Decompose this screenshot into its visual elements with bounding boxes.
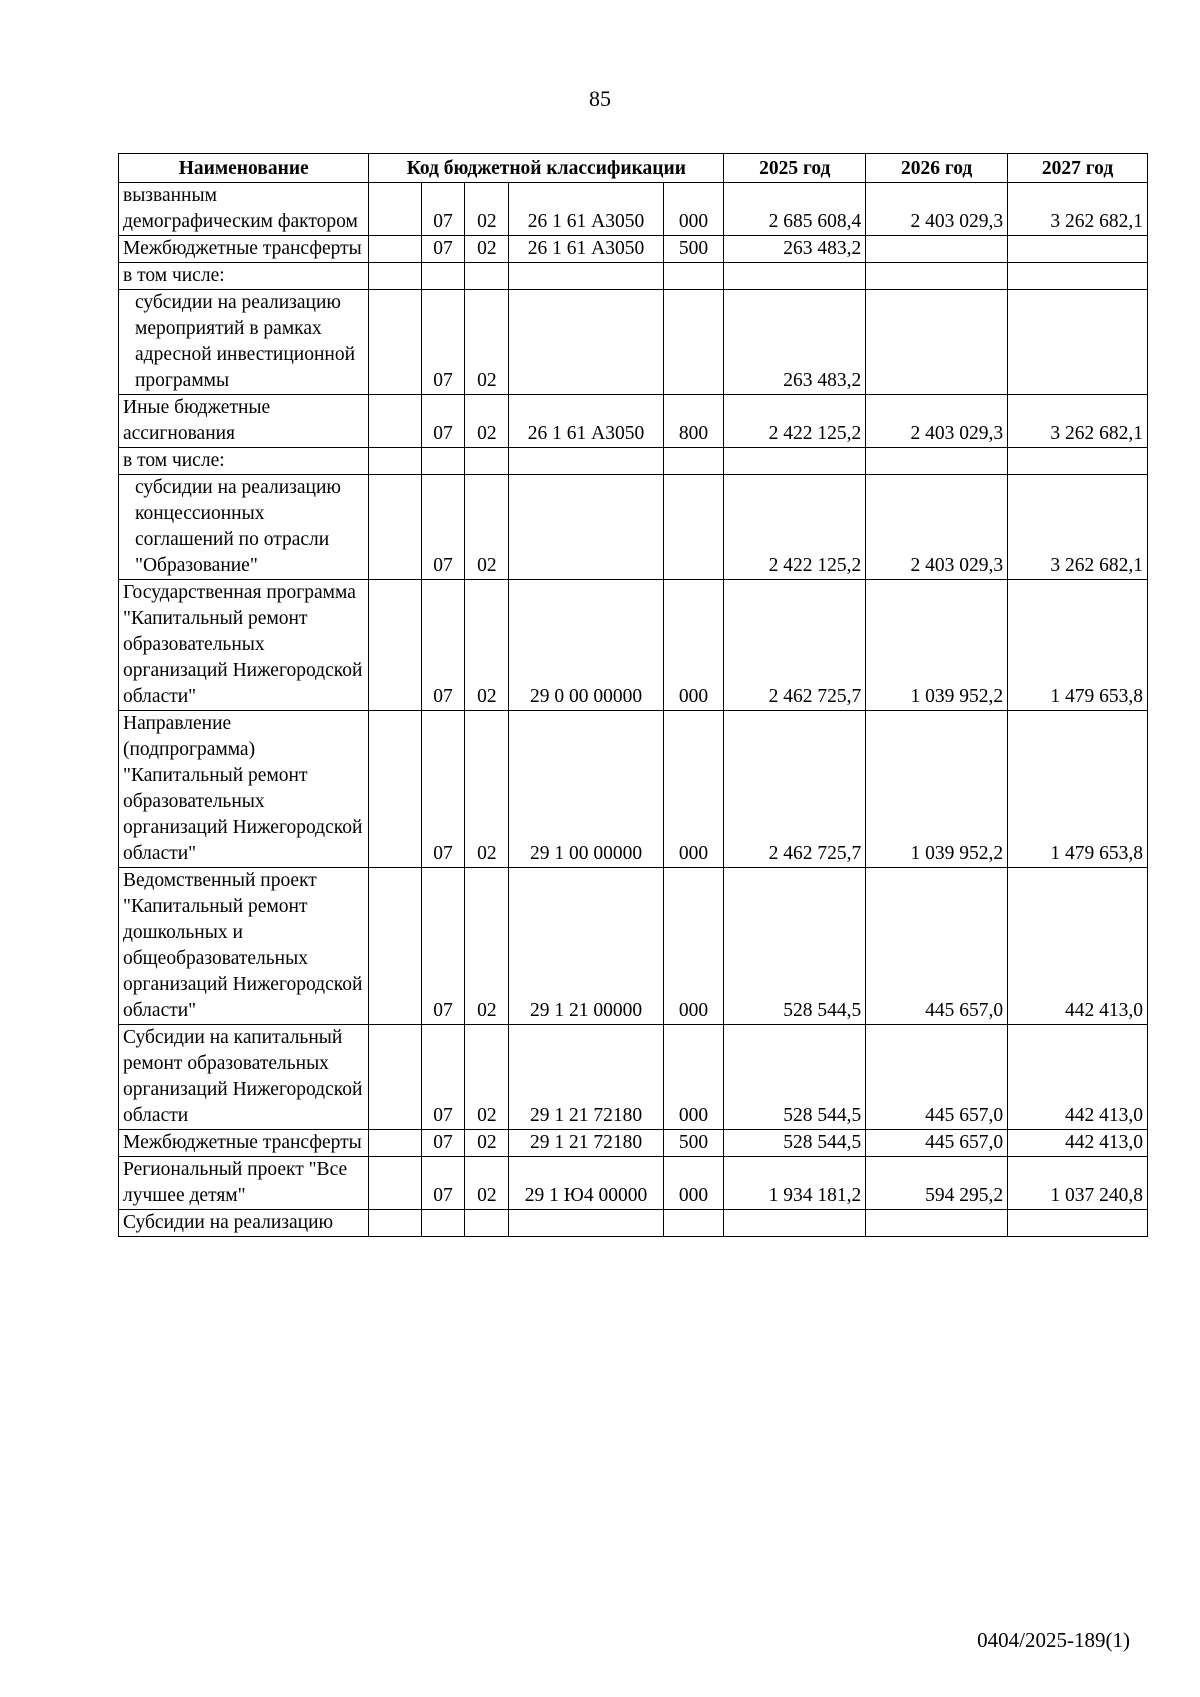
cell-target-article: 29 1 Ю4 00000 — [509, 1157, 663, 1210]
cell-2026: 445 657,0 — [866, 1130, 1008, 1157]
cell-name: в том числе: — [119, 263, 369, 290]
cell-2026 — [866, 448, 1008, 475]
header-code: Код бюджетной классификации — [369, 154, 724, 183]
cell-name: в том числе: — [119, 448, 369, 475]
cell-2025: 2 422 125,2 — [724, 475, 866, 580]
table-row — [119, 475, 1148, 580]
cell-2027: 442 413,0 — [1008, 1025, 1148, 1130]
table-row — [119, 290, 1148, 395]
cell-code-blank — [369, 236, 421, 263]
cell-target-article — [509, 475, 663, 580]
cell-2025: 2 462 725,7 — [724, 580, 866, 711]
cell-2027 — [1008, 263, 1148, 290]
cell-2026: 1 039 952,2 — [866, 580, 1008, 711]
cell-subsection: 02 — [465, 1157, 509, 1210]
cell-2025: 2 685 608,4 — [724, 183, 866, 236]
table-row — [119, 1210, 1148, 1237]
cell-2027 — [1008, 236, 1148, 263]
cell-2026: 445 657,0 — [866, 1025, 1008, 1130]
cell-2025 — [724, 448, 866, 475]
budget-table — [118, 153, 1148, 1237]
cell-expense-kind: 000 — [663, 580, 724, 711]
cell-2027 — [1008, 1210, 1148, 1237]
cell-expense-kind: 000 — [663, 868, 724, 1025]
cell-2027: 442 413,0 — [1008, 868, 1148, 1025]
cell-2025: 263 483,2 — [724, 290, 866, 395]
cell-2026: 1 039 952,2 — [866, 711, 1008, 868]
table-row — [119, 868, 1148, 1025]
cell-target-article — [509, 290, 663, 395]
cell-2026: 2 403 029,3 — [866, 183, 1008, 236]
table-row — [119, 1025, 1148, 1130]
cell-code-blank — [369, 580, 421, 711]
cell-code-blank — [369, 475, 421, 580]
cell-target-article: 29 1 00 00000 — [509, 711, 663, 868]
cell-2025: 528 544,5 — [724, 1130, 866, 1157]
cell-2026 — [866, 290, 1008, 395]
cell-target-article: 29 1 21 72180 — [509, 1130, 663, 1157]
cell-expense-kind — [663, 448, 724, 475]
cell-subsection: 02 — [465, 711, 509, 868]
cell-2026 — [866, 236, 1008, 263]
cell-subsection — [465, 448, 509, 475]
cell-2025: 263 483,2 — [724, 236, 866, 263]
cell-code-blank — [369, 448, 421, 475]
document-code: 0404/2025-189(1) — [977, 1628, 1130, 1652]
cell-name: субсидии на реализацию концессионных соглашений по отрасли "Образование" — [119, 475, 369, 580]
header-name: Наименование — [119, 154, 369, 183]
cell-name: Государственная программа "Капитальный ремонт образовательных организаций Нижегородской области" — [119, 580, 369, 711]
cell-code-blank — [369, 1157, 421, 1210]
cell-2027: 442 413,0 — [1008, 1130, 1148, 1157]
cell-2027: 1 037 240,8 — [1008, 1157, 1148, 1210]
cell-2025 — [724, 263, 866, 290]
cell-section — [421, 1210, 465, 1237]
cell-name: Межбюджетные трансферты — [119, 1130, 369, 1157]
page-number: 85 — [589, 86, 611, 111]
header-2026: 2026 год — [866, 154, 1008, 183]
cell-expense-kind — [663, 1210, 724, 1237]
table-row — [119, 263, 1148, 290]
cell-section: 07 — [421, 580, 465, 711]
cell-code-blank — [369, 290, 421, 395]
table-row — [119, 448, 1148, 475]
header-2025: 2025 год — [724, 154, 866, 183]
cell-subsection: 02 — [465, 1025, 509, 1130]
cell-section — [421, 263, 465, 290]
table-header-row — [119, 154, 1148, 183]
table-row — [119, 1130, 1148, 1157]
cell-code-blank — [369, 263, 421, 290]
cell-subsection: 02 — [465, 290, 509, 395]
cell-code-blank — [369, 395, 421, 448]
cell-subsection: 02 — [465, 183, 509, 236]
cell-code-blank — [369, 711, 421, 868]
cell-target-article — [509, 1210, 663, 1237]
cell-target-article: 26 1 61 А3050 — [509, 395, 663, 448]
cell-expense-kind: 800 — [663, 395, 724, 448]
cell-2025: 2 422 125,2 — [724, 395, 866, 448]
cell-target-article — [509, 263, 663, 290]
cell-expense-kind: 500 — [663, 1130, 724, 1157]
cell-name: Межбюджетные трансферты — [119, 236, 369, 263]
cell-section: 07 — [421, 1025, 465, 1130]
cell-expense-kind: 000 — [663, 183, 724, 236]
table-body — [119, 183, 1148, 1237]
cell-name: Субсидии на капитальный ремонт образовательных организаций Нижегородской области — [119, 1025, 369, 1130]
cell-2025: 2 462 725,7 — [724, 711, 866, 868]
cell-expense-kind — [663, 290, 724, 395]
cell-2026: 2 403 029,3 — [866, 395, 1008, 448]
cell-section — [421, 448, 465, 475]
cell-code-blank — [369, 183, 421, 236]
cell-code-blank — [369, 868, 421, 1025]
table-row — [119, 580, 1148, 711]
cell-name: субсидии на реализацию мероприятий в рамках адресной инвестиционной программы — [119, 290, 369, 395]
cell-section: 07 — [421, 1130, 465, 1157]
cell-subsection: 02 — [465, 1130, 509, 1157]
table-row — [119, 711, 1148, 868]
table-row — [119, 395, 1148, 448]
cell-2027: 1 479 653,8 — [1008, 711, 1148, 868]
cell-2026: 594 295,2 — [866, 1157, 1008, 1210]
cell-subsection: 02 — [465, 580, 509, 711]
cell-section: 07 — [421, 395, 465, 448]
cell-expense-kind: 000 — [663, 711, 724, 868]
cell-expense-kind: 500 — [663, 236, 724, 263]
cell-2027: 3 262 682,1 — [1008, 475, 1148, 580]
cell-2025: 528 544,5 — [724, 868, 866, 1025]
cell-2027 — [1008, 448, 1148, 475]
cell-2027: 3 262 682,1 — [1008, 395, 1148, 448]
cell-subsection: 02 — [465, 236, 509, 263]
cell-name: вызванным демографическим фактором — [119, 183, 369, 236]
table-row — [119, 183, 1148, 236]
cell-subsection: 02 — [465, 475, 509, 580]
cell-target-article: 29 1 21 72180 — [509, 1025, 663, 1130]
cell-name: Ведомственный проект "Капитальный ремонт дошкольных и общеобразовательных организаций Нижегородской области" — [119, 868, 369, 1025]
table-row — [119, 236, 1148, 263]
cell-section: 07 — [421, 868, 465, 1025]
cell-name: Направление (подпрограмма) "Капитальный ремонт образовательных организаций Нижегородской области" — [119, 711, 369, 868]
cell-2025: 1 934 181,2 — [724, 1157, 866, 1210]
cell-2027: 3 262 682,1 — [1008, 183, 1148, 236]
cell-2027 — [1008, 290, 1148, 395]
cell-2026: 2 403 029,3 — [866, 475, 1008, 580]
cell-target-article: 29 1 21 00000 — [509, 868, 663, 1025]
cell-name: Иные бюджетные ассигнования — [119, 395, 369, 448]
cell-subsection: 02 — [465, 868, 509, 1025]
cell-section: 07 — [421, 1157, 465, 1210]
cell-section: 07 — [421, 236, 465, 263]
cell-2026 — [866, 263, 1008, 290]
cell-2026: 445 657,0 — [866, 868, 1008, 1025]
cell-expense-kind: 000 — [663, 1157, 724, 1210]
cell-2025 — [724, 1210, 866, 1237]
cell-2027: 1 479 653,8 — [1008, 580, 1148, 711]
cell-section: 07 — [421, 475, 465, 580]
cell-name: Субсидии на реализацию — [119, 1210, 369, 1237]
cell-expense-kind: 000 — [663, 1025, 724, 1130]
cell-target-article: 26 1 61 А3050 — [509, 183, 663, 236]
header-2027: 2027 год — [1008, 154, 1148, 183]
cell-2025: 528 544,5 — [724, 1025, 866, 1130]
cell-code-blank — [369, 1025, 421, 1130]
cell-subsection: 02 — [465, 395, 509, 448]
cell-section: 07 — [421, 290, 465, 395]
cell-target-article: 29 0 00 00000 — [509, 580, 663, 711]
cell-target-article — [509, 448, 663, 475]
cell-subsection — [465, 1210, 509, 1237]
cell-section: 07 — [421, 183, 465, 236]
cell-expense-kind — [663, 475, 724, 580]
cell-section: 07 — [421, 711, 465, 868]
cell-subsection — [465, 263, 509, 290]
cell-target-article: 26 1 61 А3050 — [509, 236, 663, 263]
cell-name: Региональный проект "Все лучшее детям" — [119, 1157, 369, 1210]
cell-code-blank — [369, 1210, 421, 1237]
cell-code-blank — [369, 1130, 421, 1157]
table-row — [119, 1157, 1148, 1210]
cell-expense-kind — [663, 263, 724, 290]
cell-2026 — [866, 1210, 1008, 1237]
